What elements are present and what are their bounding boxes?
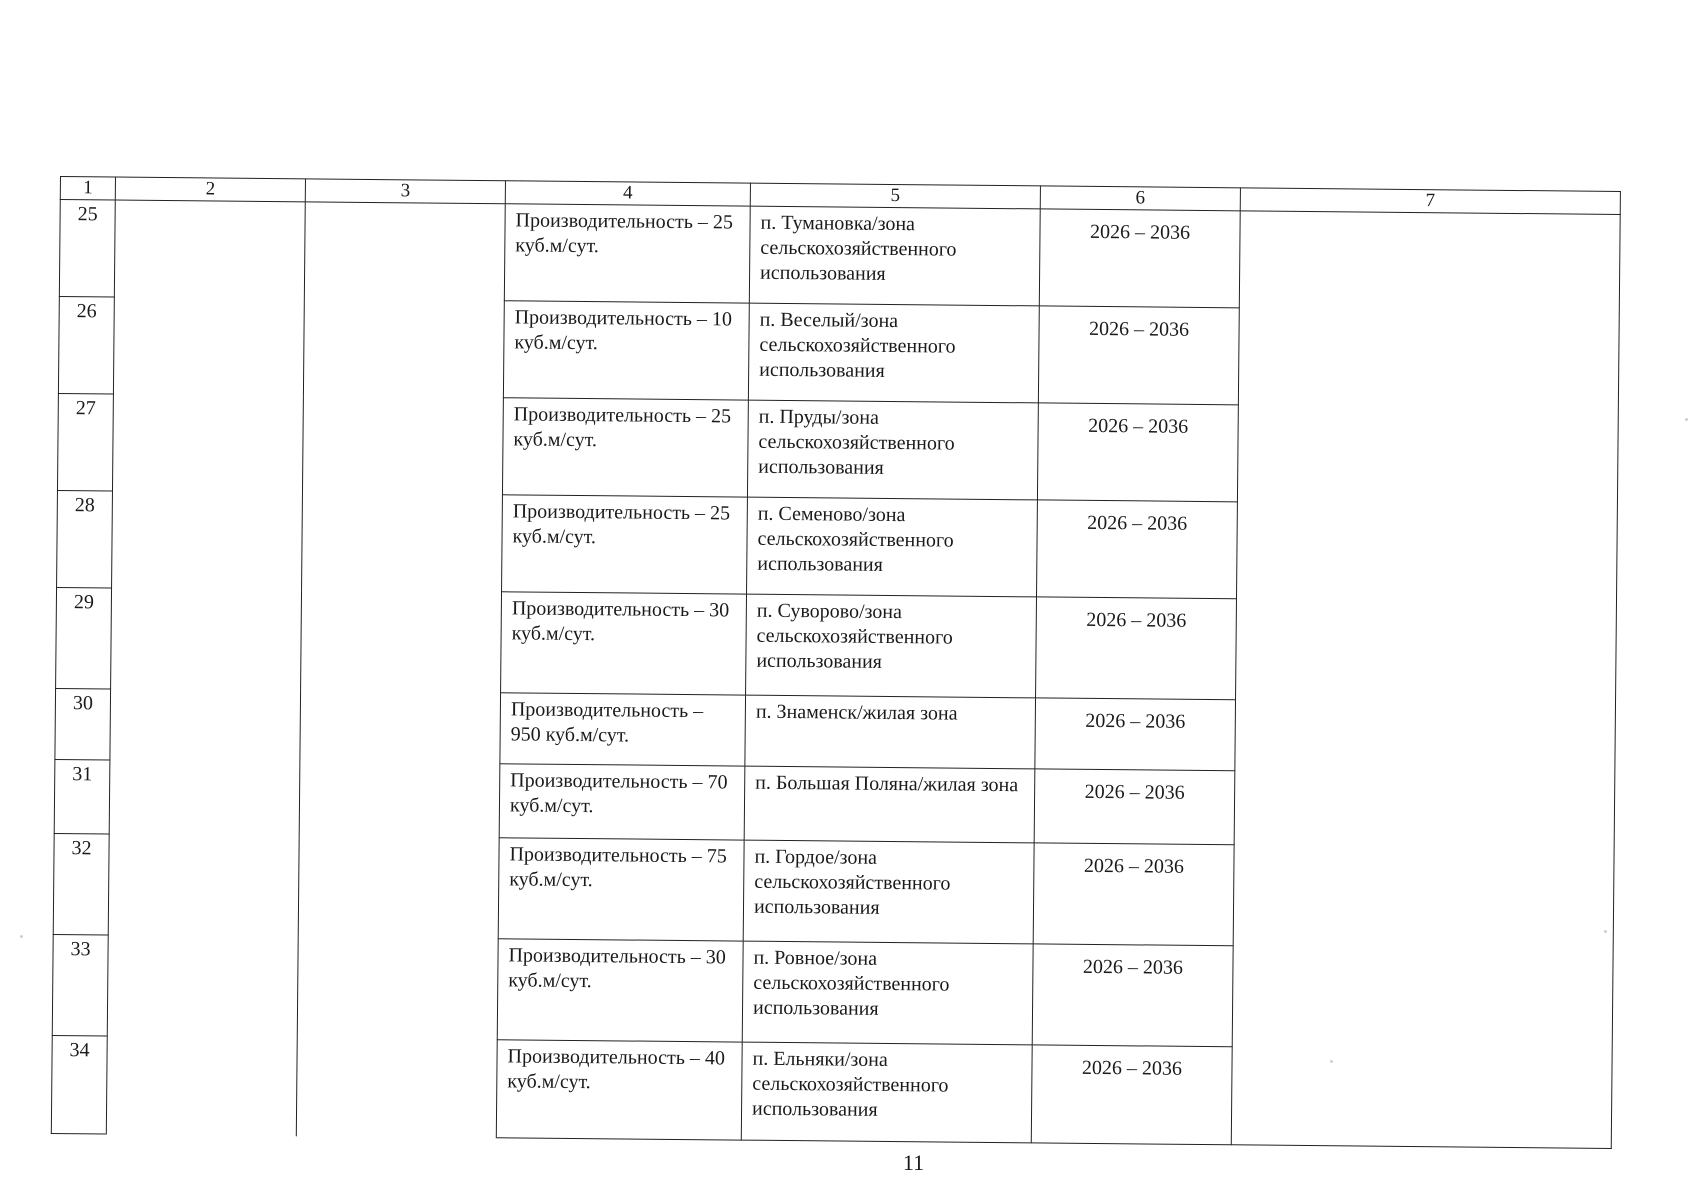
row-number: 32: [53, 833, 109, 935]
location-cell: п. Веселый/зона сельскохозяйственного использования: [748, 303, 1039, 403]
header-cell-1: 1: [60, 177, 115, 201]
period-cell: 2026 – 2036: [1037, 403, 1238, 502]
scan-speck: [1685, 418, 1688, 421]
header-cell-6: 6: [1040, 186, 1240, 211]
location-cell: п. Тумановка/зона сельскохозяйственного использования: [749, 206, 1040, 306]
data-table: [51, 176, 1621, 1149]
location-cell: п. Семеново/зона сельскохозяйственного использования: [747, 497, 1038, 597]
period-cell: 2026 – 2036: [1033, 843, 1234, 946]
period-cell: 2026 – 2036: [1039, 209, 1240, 308]
row-number: 27: [57, 393, 113, 491]
period-cell: 2026 – 2036: [1032, 944, 1233, 1047]
capacity-cell: Производительность – 10 куб.м/сут.: [503, 301, 749, 400]
location-cell: п. Ельняки/зона сельскохозяйственного использования: [741, 1042, 1032, 1143]
row-number: 29: [56, 587, 112, 689]
capacity-cell: Производительность – 25 куб.м/сут.: [502, 495, 748, 594]
column-2-empty: [106, 200, 305, 1136]
capacity-cell: Производительность – 25 куб.м/сут.: [504, 204, 750, 303]
capacity-cell: Производительность – 40 куб.м/сут.: [496, 1040, 742, 1140]
table-row: [59, 200, 1620, 312]
column-7-empty: [1231, 211, 1620, 1149]
period-cell: 2026 – 2036: [1037, 500, 1238, 599]
header-cell-4: 4: [505, 181, 750, 206]
capacity-cell: Производительность – 950 куб.м/сут.: [500, 693, 746, 766]
column-3-empty: [296, 202, 505, 1138]
period-cell: 2026 – 2036: [1031, 1045, 1232, 1145]
period-cell: 2026 – 2036: [1035, 698, 1236, 771]
row-number: 26: [58, 296, 114, 394]
period-cell: 2026 – 2036: [1034, 769, 1235, 845]
capacity-cell: Производительность – 75 куб.м/сут.: [498, 838, 744, 941]
scan-speck: [20, 935, 23, 938]
period-cell: 2026 – 2036: [1036, 597, 1237, 700]
location-cell: п. Знаменск/жилая зона: [745, 695, 1036, 769]
scan-speck: [1330, 1060, 1333, 1063]
header-cell-3: 3: [305, 179, 505, 204]
row-number: 25: [59, 200, 115, 298]
capacity-cell: Производительность – 30 куб.м/сут.: [497, 939, 743, 1042]
page-number: 11: [902, 1150, 925, 1175]
row-number: 31: [54, 759, 110, 834]
capacity-cell: Производительность – 25 куб.м/сут.: [502, 398, 748, 497]
table-container: [51, 176, 1620, 1149]
location-cell: п. Ровное/зона сельскохозяйственного использования: [742, 941, 1033, 1045]
header-cell-5: 5: [750, 183, 1040, 209]
location-cell: п. Гордое/зона сельскохозяйственного использования: [743, 840, 1034, 944]
period-cell: 2026 – 2036: [1038, 306, 1239, 405]
row-number: 34: [51, 1035, 107, 1134]
row-number: 30: [55, 688, 111, 760]
location-cell: п. Суворово/зона сельскохозяйственного использования: [746, 594, 1037, 698]
row-number: 28: [57, 490, 113, 588]
header-cell-2: 2: [115, 177, 305, 202]
header-cell-7: 7: [1240, 188, 1620, 215]
capacity-cell: Производительность – 30 куб.м/сут.: [501, 592, 747, 695]
location-cell: п. Большая Поляна/жилая зона: [744, 766, 1035, 843]
location-cell: п. Пруды/зона сельскохозяйственного использования: [747, 400, 1038, 500]
capacity-cell: Производительность – 70 куб.м/сут.: [499, 764, 745, 840]
row-number: 33: [52, 934, 108, 1036]
scan-speck: [1604, 930, 1607, 933]
